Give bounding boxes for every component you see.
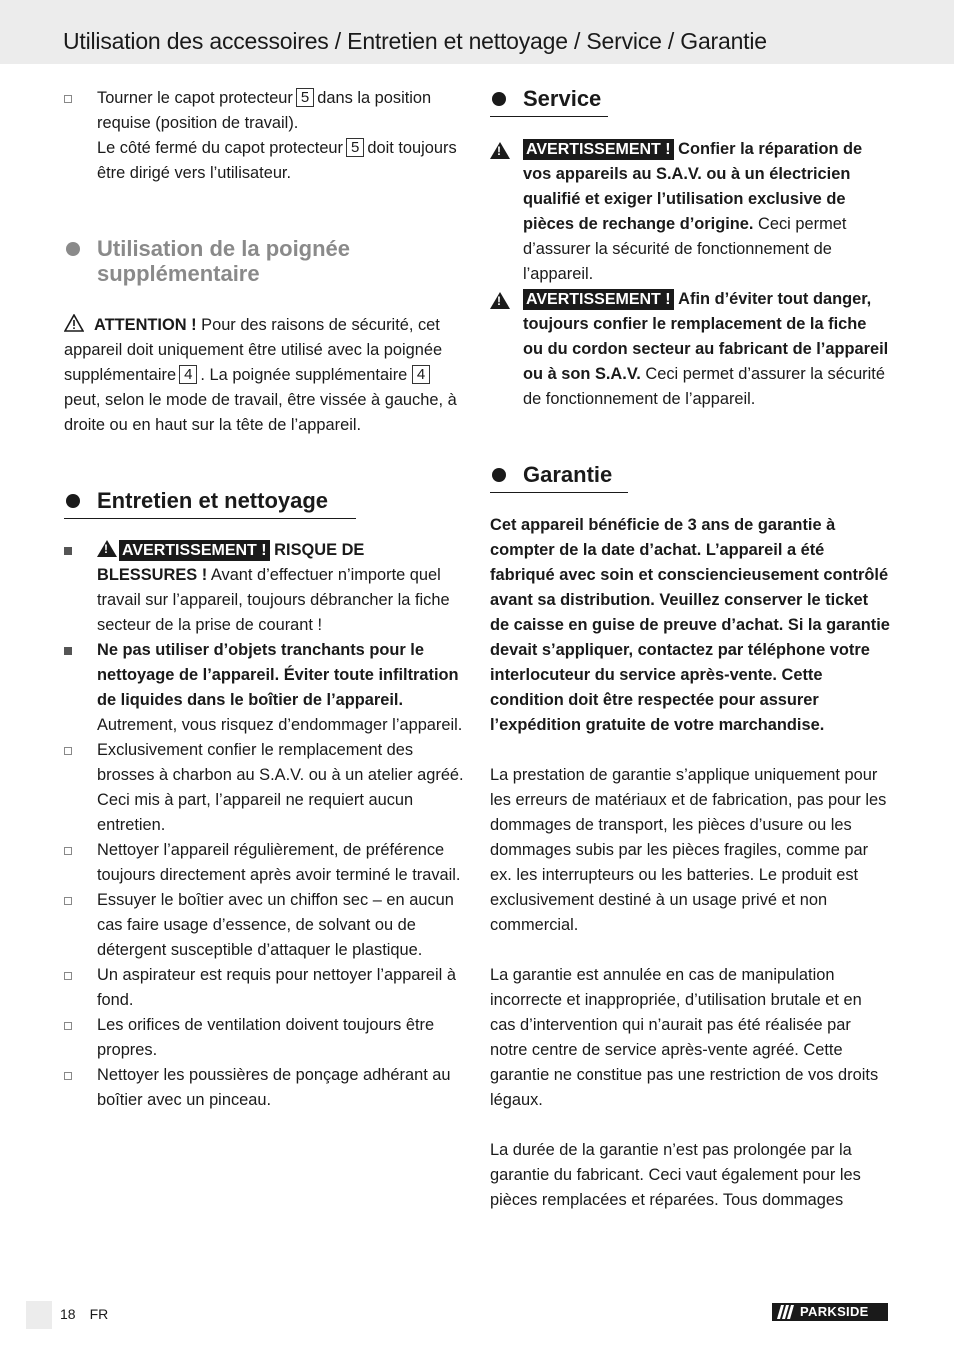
list-item: !AVERTISSEMENT ! RISQUE DE BLESSURES ! Avant d’effectuer n’importe quel travail sur l’appareil, toujours débrancher la fiche secteur de la prise de courant ! [64, 538, 466, 638]
warranty-paragraph: La prestation de garantie s’applique uniquement pour les erreurs de matériaux et de fabrication, pas pour les dommages de transport, les pièces d’usure ou les dommages subis par les pièces fragiles, comme par ex. les interrupteurs ou les batteries. Le produit est exclusivement destiné à un usage privé et non commercial. [490, 766, 887, 934]
list-item: Exclusivement confier le remplacement des brosses à charbon au S.A.V. ou à un atelier agréé. Ceci mis à part, l’appareil ne requiert aucun entretien. [64, 738, 466, 838]
footer [60, 1306, 122, 1322]
logo-stripes-icon [777, 1305, 795, 1319]
section-heading-grip: Utilisation de la poignée supplémentaire [64, 236, 466, 286]
page-number: 18 [60, 1306, 76, 1322]
attention-paragraph: ATTENTION ! Pour des raisons de sécurité, cet appareil doit uniquement être utilisé avec la poignée supplémentaire 4 . La poignée supplémentaire 4peut, selon le mode de travail, être vissée à gauche, à droite ou en haut sur la tête de l’appareil. [64, 316, 457, 434]
filled-square-bullet-icon [64, 547, 72, 555]
bullet-dot-icon [66, 242, 80, 256]
warning-triangle-icon [97, 540, 117, 557]
reference-number: 4 [412, 365, 430, 384]
warranty-paragraph: La durée de la garantie n’est pas prolongée par la garantie du fabricant. Ceci vaut également pour les pièces remplacées et réparées. Tous dommages [490, 1141, 861, 1209]
list-item: Essuyer le boîtier avec un chiffon sec – en aucun cas faire usage d’essence, de solvant ou de détergent susceptible d’attaquer le plastique. [64, 888, 466, 963]
left-column [64, 86, 466, 1113]
hollow-square-bullet-icon [64, 972, 72, 980]
warning-badge: AVERTISSEMENT ! [523, 139, 674, 160]
section-heading-maintenance: Entretien et nettoyage [64, 488, 466, 513]
warning-triangle-icon [490, 142, 510, 159]
hollow-square-bullet-icon [64, 847, 72, 855]
hollow-square-bullet-icon [64, 897, 72, 905]
brand-logo: PARKSIDE [772, 1303, 888, 1321]
list-item: Nettoyer l’appareil régulièrement, de préférence toujours directement après avoir terminé le travail. [64, 838, 466, 888]
reference-number: 4 [179, 365, 197, 384]
bullet-dot-icon [492, 468, 506, 482]
list-item: Les orifices de ventilation doivent toujours être propres. [64, 1013, 466, 1063]
warranty-paragraph: La garantie est annulée en cas de manipulation incorrecte et inappropriée, d’utilisation brutale et en cas d’intervention qui n’aurait pas été réalisée par notre centre de service après-vente agréé. Cette garantie ne constitue pas une restriction de vos droits légaux. [490, 966, 879, 1109]
filled-square-bullet-icon [64, 647, 72, 655]
service-warning-2: ! AVERTISSEMENT ! Afin d’éviter tout danger, toujours confier le remplacement de la fiche ou du cordon secteur au fabricant de l’appareil ou à son S.A.V. Ceci permet d’assurer la sécurité de fonctionnement de l’appareil. [490, 287, 890, 412]
bullet-dot-icon [492, 92, 506, 106]
bullet-dot-icon [66, 494, 80, 508]
page-number-tab [26, 1301, 52, 1329]
reference-number: 5 [346, 138, 364, 157]
list-item: Ne pas utiliser d’objets tranchants pour le nettoyage de l’appareil. Éviter toute infiltration de liquides dans le boîtier de l’appareil. Autrement, vous risquez d’endommager l’appareil. [64, 638, 466, 738]
hollow-square-bullet-icon [64, 95, 72, 103]
warning-badge: AVERTISSEMENT ! [523, 289, 674, 310]
warning-badge: AVERTISSEMENT ! [119, 540, 270, 561]
language-code: FR [89, 1306, 109, 1322]
reference-number: 5 [296, 88, 314, 107]
hollow-square-bullet-icon [64, 1072, 72, 1080]
list-item: Tourner le capot protecteur 5 dans la position requise (position de travail). Le côté fermé du capot protecteur 5 doit toujours être dirigé vers l’utilisateur. [64, 86, 466, 186]
section-heading-warranty: Garantie [490, 462, 890, 487]
hollow-square-bullet-icon [64, 1022, 72, 1030]
page-title: Utilisation des accessoires / Entretien et nettoyage / Service / Garantie [63, 28, 767, 54]
list-item: Un aspirateur est requis pour nettoyer l’appareil à fond. [64, 963, 466, 1013]
hollow-square-bullet-icon [64, 747, 72, 755]
warning-triangle-icon [490, 292, 510, 309]
section-heading-service: Service [490, 86, 890, 111]
service-warning-1: ! AVERTISSEMENT ! Confier la réparation de vos appareils au S.A.V. ou à un électricien qualifié et exiger l’utilisation exclusive de pièces de rechange d’origine. Ceci permet d’assurer la sécurité de fonctionnement de l’appareil. [490, 137, 890, 287]
warranty-intro: Cet appareil bénéficie de 3 ans de garantie à compter de la date d’achat. L’appareil a été fabriqué avec soin et consciencieusement contrôlé avant sa distribution. Veuillez conserver le ticket de caisse en guise de preuve d’achat. Si la garantie devait s’appliquer, contactez par téléphone votre interlocuteur du service après-vente. Cette condition doit être respectée pour assurer l’expédition gratuite de votre marchandise. [490, 516, 890, 734]
warning-triangle-icon [64, 314, 84, 331]
list-item: Nettoyer les poussières de ponçage adhérant au boîtier avec un pinceau. [64, 1063, 466, 1113]
right-column [490, 86, 890, 1213]
